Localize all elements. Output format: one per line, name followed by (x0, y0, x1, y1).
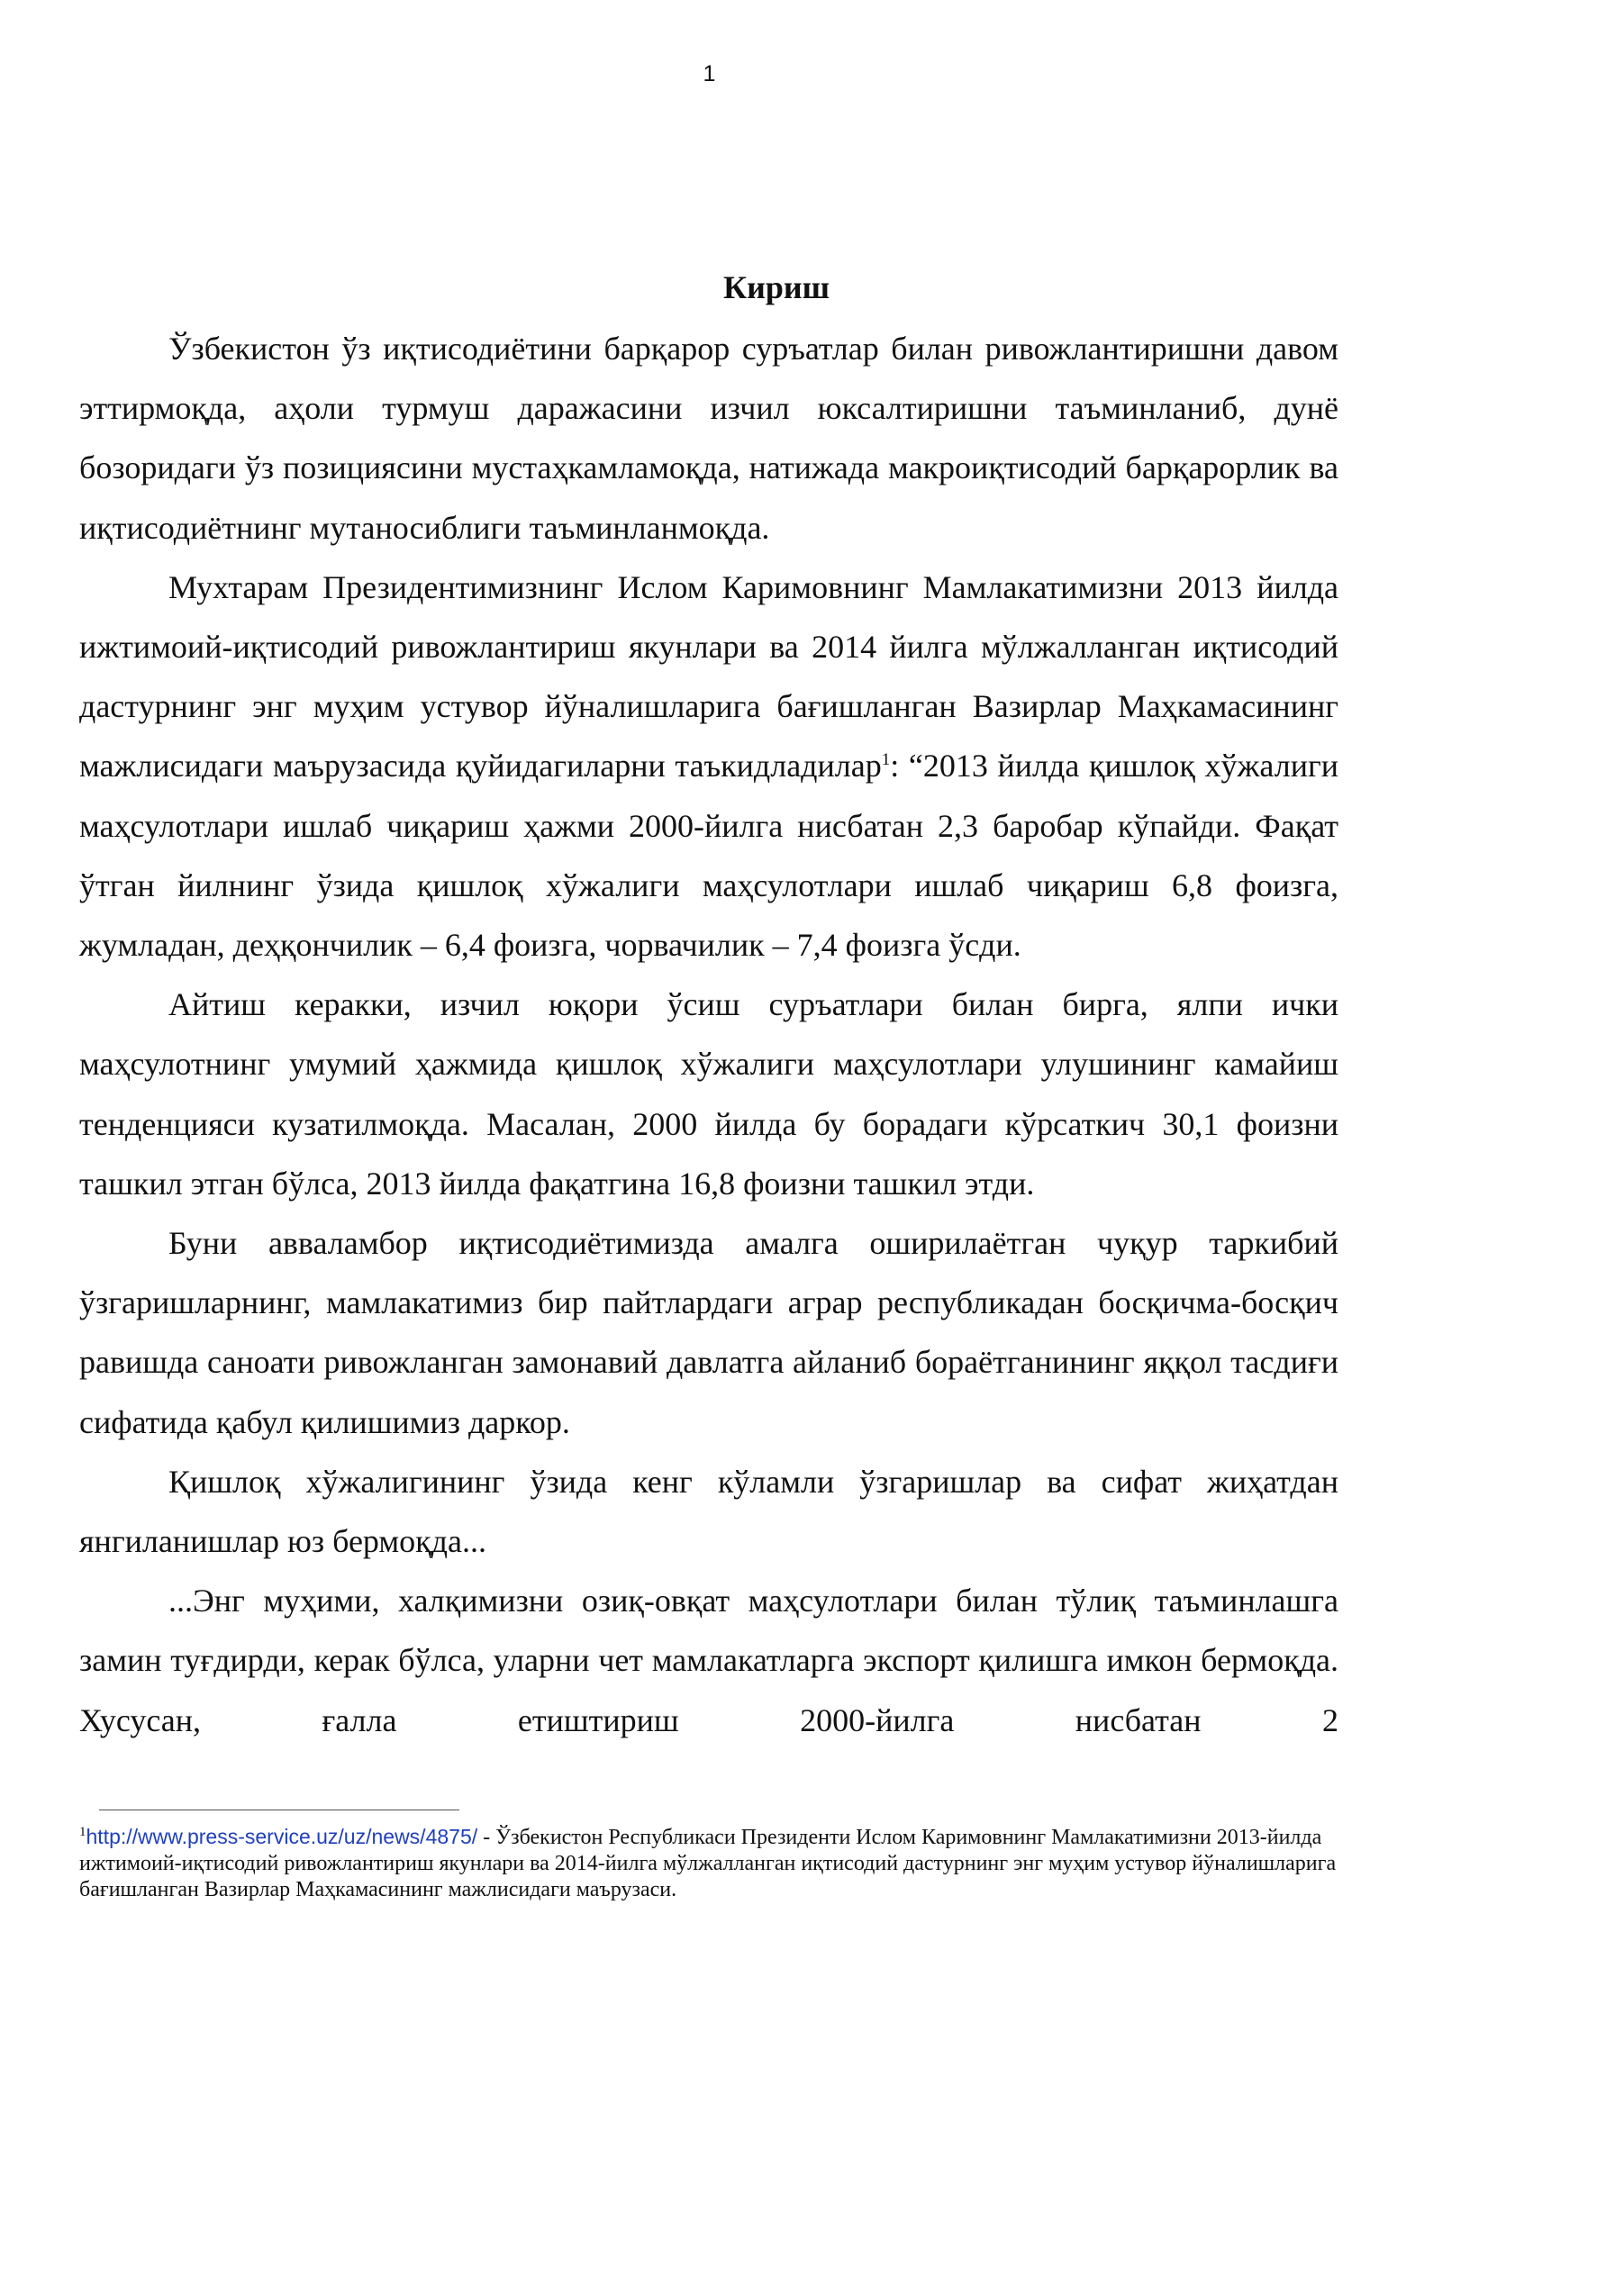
paragraph-4: Буни авваламбор иқтисодиётимизда амалга оширилаётган чуқур таркибий ўзгаришларнинг, мамлакатимиз бир пайтлардаги аграр республикадан босқичма-босқич равишда саноати ривожланган замонавий давлатга айланиб бораётганининг яққол тасдиғи сифатида қабул қилишимиз даркор. (79, 1225, 1338, 1440)
paragraph-6: ...Энг муҳими, халқимизни озиқ-овқат маҳсулотлари билан тўлиқ таъминлашга замин туғдирди, керак бўлса, уларни чет мамлакатларга экспорт қилишга имкон бермоқда. Хусусан, ғалла етиштириш 2000-йилга нисбатан 2 (79, 1583, 1338, 1738)
page-number: 1 (703, 61, 716, 86)
paragraph-1: Ўзбекистон ўз иқтисодиётини барқарор суръатлар билан ривожлантиришни давом эттирмоқда, аҳоли турмуш даражасини изчил юксалтиришни таъминланиб, дунё бозоридаги ўз позициясини мустаҳкамламоқда, натижада макроиқтисодий барқарорлик ва иқтисодиётнинг мутаносиблиги таъминланмоқда. (79, 331, 1338, 546)
main-text (79, 265, 1338, 1750)
paragraph-2-text-after-ref: : “2013 йилда қишлоқ хўжалиги маҳсулотлари ишлаб чиқариш ҳажми 2000-йилга нисбатан 2,3 баробар кўпайди. Фақат ўтган йилнинг ўзида қишлоқ хўжалиги маҳсулотлари ишлаб чиқариш 6,8 фоизга, жумладан, деҳқончилик – 6,4 фоизга, чорвачилик – 7,4 фоизга ўсди. (79, 748, 1338, 964)
paragraph-2 (79, 558, 1338, 975)
section-title: Кириш (722, 269, 830, 305)
footnote (79, 1824, 1358, 1903)
footnote-reference[interactable]: 1 (881, 750, 891, 770)
paragraph-5: Қишлоқ хўжалигининг ўзида кенг кўламли ўзгаришлар ва сифат жиҳатдан янгиланишлар юз бермоқда... (79, 1463, 1338, 1560)
paragraph-2-text-before-ref: Мухтарам Президентимизнинг Ислом Каримовнинг Мамлакатимизни 2013 йилда ижтимоий-иқтисодий ривожлантириш якунлари ва 2014 йилга мўлжалланган иқтисодий дастурнинг энг муҳим устувор йўналишларига бағишланган Вазирлар Маҳкамасининг мажлисидаги маърузасида қуйидагиларни таъкидладилар (79, 568, 1338, 785)
paragraph-3: Айтиш керакки, изчил юқори ўсиш суръатлари билан бирга, ялпи ички маҳсулотнинг умумий ҳажмида қишлоқ хўжалиги маҳсулотлари улушининг камайиш тенденцияси кузатилмоқда. Масалан, 2000 йилда бу борадаги кўрсаткич 30,1 фоизни ташкил этган бўлса, 2013 йилда фақатгина 16,8 фоизни ташкил этди. (79, 986, 1338, 1202)
footnote-number: 1 (79, 1825, 86, 1839)
footnote-text: - Ўзбекистон Республикаси Президенти Ислом Каримовнинг Мамлакатимизни 2013-йилда ижтимоий-иқтисодий ривожлантириш якунлари ва 2014-йилга мўлжалланган иқтисодий дастурнинг энг муҳим устувор йўналишларига бағишланган Вазирлар Маҳкамасининг мажлисидаги маърузаси. (79, 1826, 1337, 1901)
footnote-link[interactable]: http://www.press-service.uz/uz/news/4875/ (86, 1825, 478, 1848)
